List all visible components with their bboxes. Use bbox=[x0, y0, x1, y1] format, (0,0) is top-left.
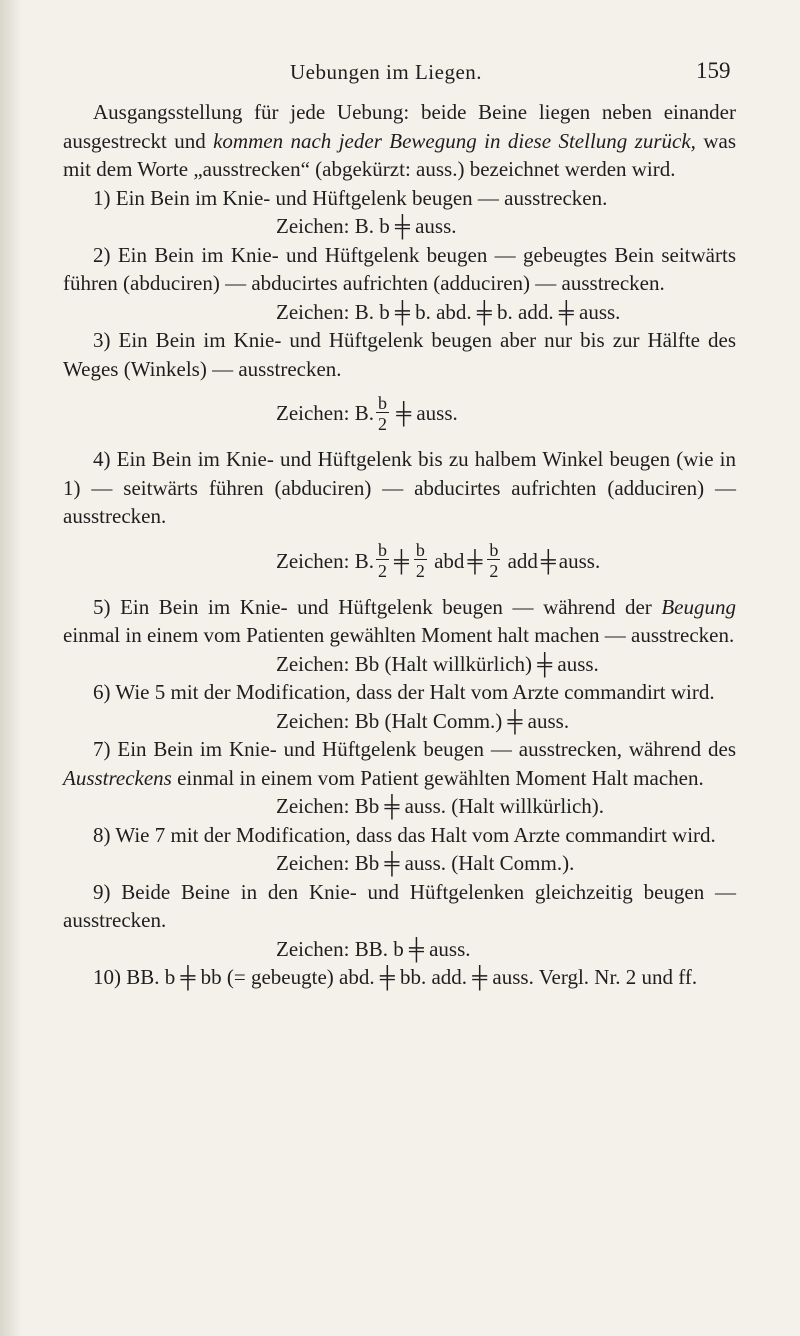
fraction-denominator: 2 bbox=[489, 561, 499, 582]
page-number: 159 bbox=[696, 58, 731, 83]
fraction-denominator: 2 bbox=[377, 413, 387, 434]
exercise-3: 3) Ein Bein im Knie- und Hüftgelenk beugen aber nur bis zur Hälfte des Weges (Winkels) — ausstrecken. bbox=[63, 328, 736, 381]
exercise-1: 1) Ein Bein im Knie- und Hüftgelenk beugen — ausstrecken. bbox=[93, 185, 608, 210]
fraction-half bbox=[376, 541, 389, 580]
exercise-2: 2) Ein Bein im Knie- und Hüftgelenk beugen — gebeugtes Bein seitwärts führen (abduciren) — abducirtes aufrichten (adduciren) — ausstrecken. bbox=[63, 242, 736, 295]
running-title: Uebungen im Liegen. bbox=[290, 60, 483, 84]
exercise-5-text-b: einmal in einem vom Patienten gewählten Moment halt machen — ausstrecken. bbox=[63, 623, 735, 647]
exercise-5-italic: Beugung bbox=[661, 594, 736, 619]
sign-prefix: Zeichen: B. bbox=[276, 401, 374, 425]
exercise-5-text-a: 5) Ein Bein im Knie- und Hüftgelenk beugen — während der bbox=[93, 594, 662, 619]
sign-suffix: ╪ auss. bbox=[396, 401, 458, 425]
exercise-7-text-b: einmal in einem vom Patient gewählten Moment Halt machen. bbox=[171, 765, 704, 790]
intro-text-b: was mit dem Worte „ausstrecken“ (abgekürzt: auss.) bezeichnet werden wird. bbox=[63, 128, 736, 181]
exercise-6-sign: Zeichen: Bb (Halt Comm.) ╪ auss. bbox=[276, 708, 570, 733]
intro-italic: kommen nach jeder Bewegung in diese Stellung zurück, bbox=[213, 128, 696, 153]
sign-add: add bbox=[507, 548, 538, 573]
body-text bbox=[63, 98, 736, 992]
fraction-denominator: 2 bbox=[377, 561, 387, 582]
exercise-9-sign: Zeichen: BB. b ╪ auss. bbox=[276, 936, 471, 961]
fraction-denominator: 2 bbox=[415, 561, 425, 582]
exercise-7 bbox=[63, 735, 736, 792]
plus-sign: ╪ bbox=[393, 548, 409, 573]
page-gutter-shadow bbox=[0, 0, 22, 1336]
exercise-5-sign: Zeichen: Bb (Halt willkürlich) ╪ auss. bbox=[276, 651, 599, 676]
exercise-1-sign: Zeichen: B. b ╪ auss. bbox=[276, 214, 457, 238]
fraction-half bbox=[414, 541, 427, 580]
intro-text-a: Ausgangsstellung für jede Uebung: beide Beine liegen neben einander ausgestreckt und bbox=[63, 100, 736, 153]
fraction-half bbox=[376, 394, 389, 433]
exercise-8: 8) Wie 7 mit der Modification, dass das Halt vom Arzte commandirt wird. bbox=[93, 822, 716, 847]
exercise-7-italic: Ausstreckens bbox=[63, 765, 172, 790]
exercise-9: 9) Beide Beine in den Knie- und Hüftgelenken gleichzeitig beugen — ausstrecken. bbox=[63, 879, 736, 932]
plus-sign: ╪ bbox=[540, 548, 556, 573]
intro-paragraph bbox=[63, 98, 736, 184]
fraction-numerator: b bbox=[415, 540, 425, 561]
fraction-numerator: b bbox=[377, 540, 387, 561]
sign-suffix: auss. bbox=[558, 548, 601, 573]
exercise-10: 10) BB. b ╪ bb (= gebeugte) abd. ╪ bb. add. ╪ auss. Vergl. Nr. 2 und ff. bbox=[93, 965, 698, 989]
fraction-half bbox=[487, 541, 500, 580]
exercise-7-sign: Zeichen: Bb ╪ auss. (Halt willkürlich). bbox=[276, 794, 605, 818]
plus-sign: ╪ bbox=[467, 548, 483, 573]
exercise-4: 4) Ein Bein im Knie- und Hüftgelenk bis zu halbem Winkel beugen (wie in 1) — seitwärts führen (abduciren) — abducirtes aufrichten (adduciren) — ausstrecken. bbox=[63, 447, 736, 528]
fraction-numerator: b bbox=[489, 540, 499, 561]
exercise-4-sign bbox=[276, 533, 736, 589]
exercise-5 bbox=[63, 593, 736, 650]
fraction-numerator: b bbox=[377, 392, 387, 413]
sign-prefix: Zeichen: B. bbox=[276, 548, 374, 573]
exercise-6: 6) Wie 5 mit der Modification, dass der Halt vom Arzte commandirt wird. bbox=[93, 680, 715, 704]
sign-abd: abd bbox=[434, 548, 465, 573]
exercise-3-sign bbox=[276, 385, 736, 441]
exercise-8-sign: Zeichen: Bb ╪ auss. (Halt Comm.). bbox=[276, 851, 575, 875]
exercise-2-sign: Zeichen: B. b ╪ b. abd. ╪ b. add. ╪ auss. bbox=[276, 299, 621, 324]
exercise-7-text-a: 7) Ein Bein im Knie- und Hüftgelenk beugen — ausstrecken, während des bbox=[93, 737, 736, 761]
page-header bbox=[0, 60, 800, 90]
